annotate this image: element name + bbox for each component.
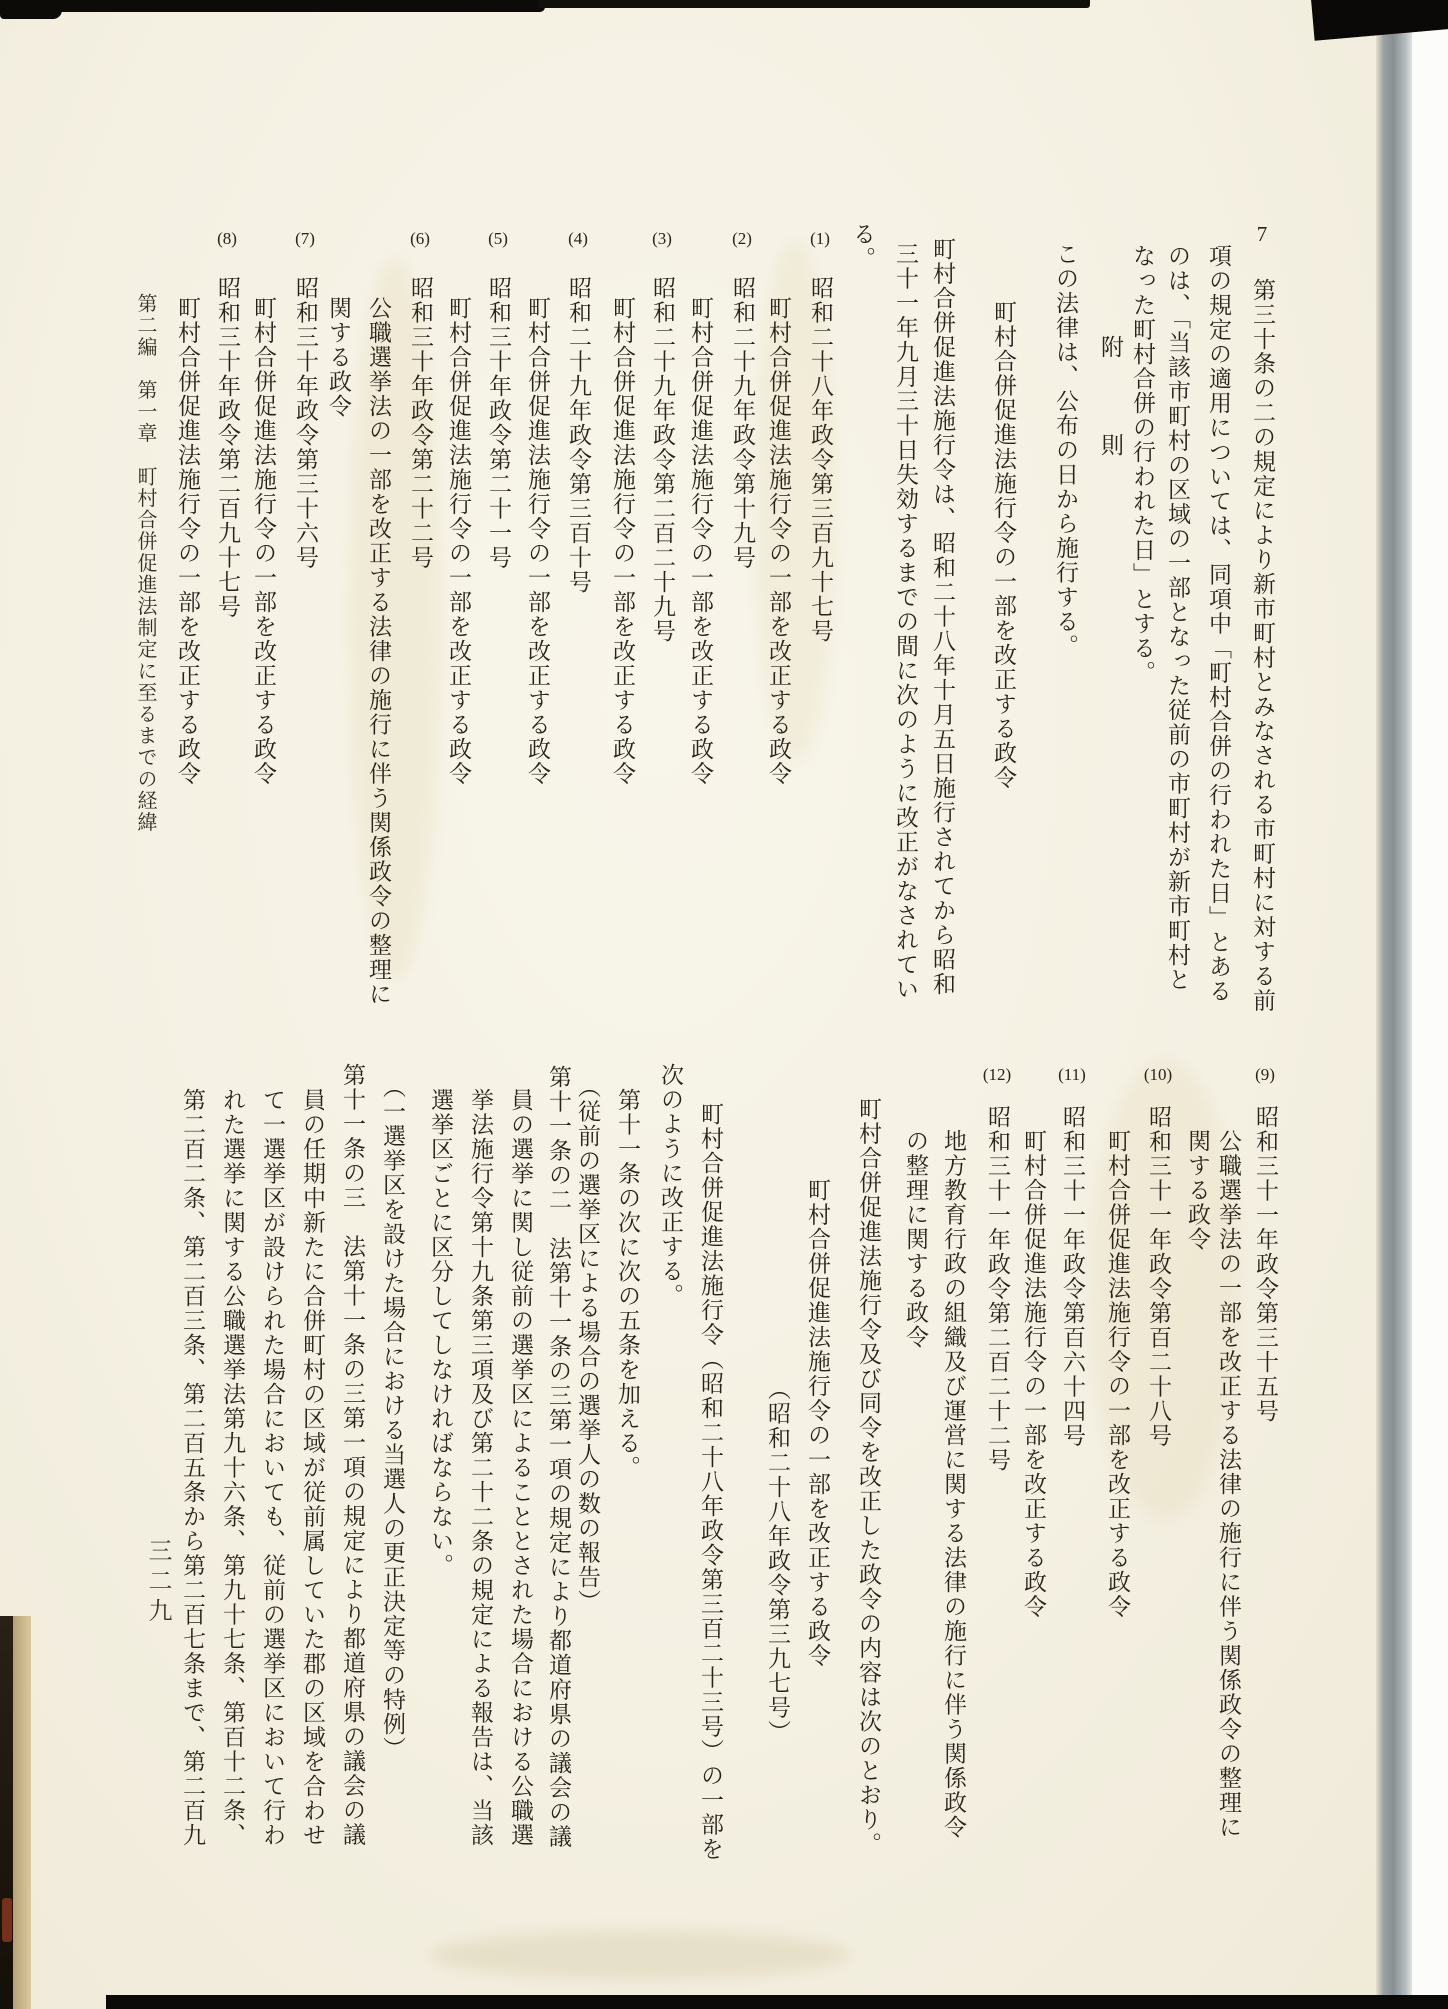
item-number: 昭和三十年政令第二百九十七号 <box>215 275 240 619</box>
paragraph-line: 町村合併促進法施行令は、昭和二十八年十月五日施行されてから昭和 <box>930 236 955 997</box>
item-title: 町村合併促進法施行令の一部を改正する政令 <box>446 295 471 786</box>
scan-artifact-top-strip <box>0 0 545 12</box>
paragraph-number-label: (12) <box>982 1065 1012 1085</box>
item-title: 関する政令 <box>326 295 351 418</box>
item-title: 町村合併促進法施行令の一部を改正する政令 <box>688 295 713 786</box>
item-title: 町村合併促進法施行令の一部を改正する政令 <box>1021 1129 1046 1620</box>
item-title: 町村合併促進法施行令の一部を改正する政令 <box>610 295 635 786</box>
book-spine-edge <box>0 1616 14 2009</box>
item-number: 昭和三十一年政令第二百二十二号 <box>985 1104 1010 1473</box>
paragraph-line: 第三十条の二の規定により新市町村とみなされる市町村に対する前 <box>1250 278 1275 1014</box>
paragraph-number-label: (8) <box>217 229 237 249</box>
article-line: 員の任期中新たに合併町村の区域が従前属していた郡の区域を合わせ <box>300 1087 325 1847</box>
paragraph-line: 項の規定の適用については、同項中「町村合併の行われた日」とある <box>1206 244 1231 1004</box>
paragraph-line: 次のように改正する。 <box>658 1063 683 1308</box>
book-page-edges <box>13 1616 31 2009</box>
item-number: 昭和二十九年政令第十九号 <box>730 275 755 570</box>
scan-artifact-top-strip <box>538 0 1090 8</box>
item-title: 町村合併促進法施行令の一部を改正する政令 <box>251 295 276 786</box>
paragraph-line: この法律は、公布の日から施行する。 <box>1053 241 1078 659</box>
item-title: 公職選挙法の一部を改正する法律の施行に伴う関係政令の整理に <box>1216 1129 1241 1840</box>
item-title: 町村合併促進法施行令の一部を改正する政令 <box>766 295 791 786</box>
paper-smudge <box>430 1930 850 1980</box>
article-line: 員の選挙に関し従前の選挙区によることとされた場合における公職選 <box>508 1087 533 1847</box>
scan-artifact-bottom-strip <box>106 1995 1448 2009</box>
article-line: 選挙区ごとに区分してしなければならない。 <box>428 1087 453 1578</box>
paragraph-number-label: (10) <box>1143 1065 1173 1085</box>
paragraph-number-label: (2) <box>732 229 752 249</box>
item-title: 町村合併促進法施行令の一部を改正する政令 <box>1105 1129 1130 1620</box>
paragraph-number-label: (11) <box>1058 1065 1086 1085</box>
paragraph-number-label: (9) <box>1255 1065 1275 1085</box>
paragraph-line: なった町村合併の行われた日」とする。 <box>1130 244 1155 686</box>
article-line: 第十一条の二 法第十一条の三第一項の規定により都道府県の議会の議 <box>546 1065 571 1850</box>
article-line: 第十一条の三 法第十一条の三第一項の規定により都道府県の議会の議 <box>340 1063 365 1847</box>
paragraph-number-label: (4) <box>568 229 588 249</box>
paragraph-number-label: (3) <box>652 229 672 249</box>
running-title: 第二編 第一章 町村合併促進法制定に至るまでの経緯 <box>134 293 156 834</box>
article-line: 挙法施行令第十九条第三項及び第二十二条の規定による報告は、当該 <box>468 1087 493 1847</box>
parenthetical-heading: （従前の選挙区による場合の選挙人の数の報告） <box>575 1075 600 1615</box>
order-number-subheading: （昭和二十八年政令第三九七号） <box>765 1376 790 1745</box>
item-number: 昭和三十一年政令第三十五号 <box>1253 1104 1278 1424</box>
item-number: 昭和二十九年政令第三百十号 <box>566 275 591 595</box>
folio-page-number: 三二九 <box>144 1538 170 1628</box>
item-number: 昭和三十一年政令第百六十四号 <box>1060 1104 1085 1448</box>
supplementary-provisions-heading: 附 則 <box>1098 334 1123 458</box>
order-title-heading: 町村合併促進法施行令の一部を改正する政令 <box>991 300 1016 791</box>
item-number: 昭和二十八年政令第三百九十七号 <box>808 275 833 644</box>
item-number: 昭和三十年政令第二十二号 <box>408 275 433 570</box>
article-line: れた選挙に関する公職選挙法第九十六条、第九十七条、第百十二条、 <box>220 1087 245 1847</box>
scan-page-edge-band <box>1376 0 1414 2009</box>
scan-white-margin <box>1412 0 1448 2009</box>
book-spine-mark <box>2 1898 12 1942</box>
item-number: 昭和三十年政令第三十六号 <box>293 275 318 570</box>
item-title: の整理に関する政令 <box>903 1129 928 1350</box>
scan-artifact-top-corner <box>0 0 62 19</box>
article-line: て一選挙区が設けられた場合においても、従前の選挙区において行わ <box>260 1087 285 1847</box>
item-title: 地方教育行政の組織及び運営に関する法律の施行に伴う関係政令 <box>941 1129 966 1840</box>
paragraph-number-label: (7) <box>295 229 315 249</box>
paragraph-line: のは、「当該市町村の区域の一部となった従前の市町村が新市町村と <box>1165 244 1190 993</box>
item-title: 町村合併促進法施行令の一部を改正する政令 <box>175 295 200 786</box>
article-line: 第二百二条、第二百三条、第二百五条から第二百七条まで、第二百九 <box>180 1087 205 1847</box>
paragraph-number-label: (1) <box>810 229 830 249</box>
paragraph-line: 第十一条の次に次の五条を加える。 <box>615 1087 640 1480</box>
paragraph-line: 町村合併促進法施行令（昭和二十八年政令第三百二十三号）の一部を <box>698 1102 723 1862</box>
order-title-heading: 町村合併促進法施行令の一部を改正する政令 <box>805 1178 830 1669</box>
item-number: 昭和三十一年政令第百二十八号 <box>1146 1104 1171 1448</box>
item-title: 公職選挙法の一部を改正する法律の施行に伴う関係政令の整理に <box>366 295 391 1006</box>
paragraph-line: る。 <box>850 222 875 271</box>
paragraph-line: 三十一年九月三十日失効するまでの間に次のように改正がなされてい <box>893 241 918 1002</box>
item-number: 昭和三十年政令第二十一号 <box>486 275 511 570</box>
paragraph-line: 町村合併促進法施行令及び同令を改正した政令の内容は次のとおり。 <box>856 1097 881 1857</box>
paragraph-number-label: (5) <box>488 229 508 249</box>
item-title: 町村合併促進法施行令の一部を改正する政令 <box>525 295 550 786</box>
paragraph-number-label: (6) <box>410 229 430 249</box>
parenthetical-heading: （一選挙区を設けた場合における当選人の更正決定等の特例） <box>380 1075 405 1762</box>
item-title: 関する政令 <box>1185 1129 1210 1252</box>
paragraph-number-label: 7 <box>1256 222 1268 246</box>
item-number: 昭和二十九年政令第二百二十九号 <box>650 275 675 644</box>
